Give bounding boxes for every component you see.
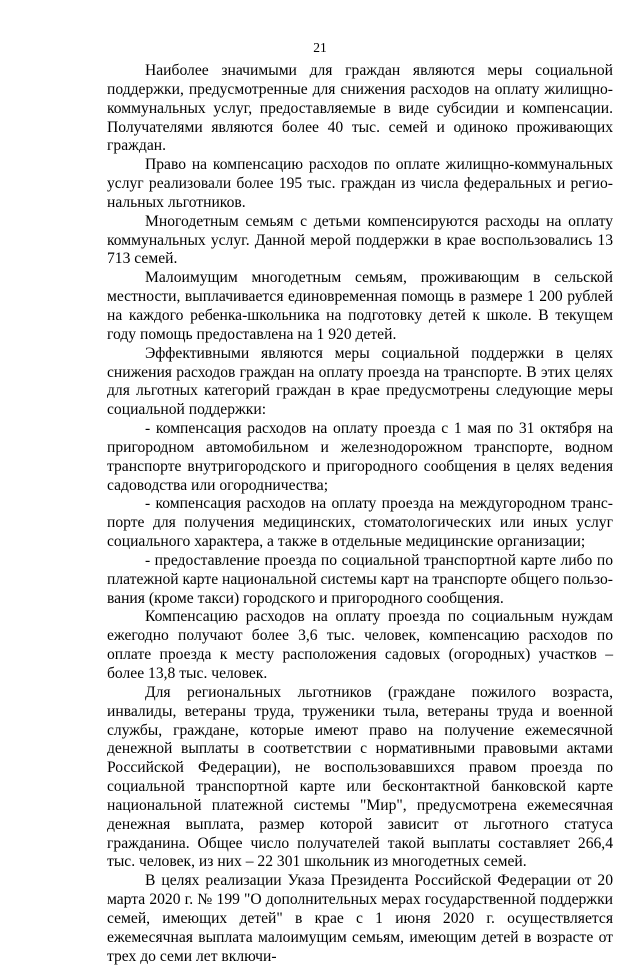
paragraph-utility-compensation: Право на компенсацию расходов по оплате жилищно-коммунальных услуг реализовали более 195 тыс. граждан из числа федеральных и региональных льготников. bbox=[107, 156, 613, 211]
list-item-intercity-transport: - компенсация расходов на оплату проезда на междугородном транспорте для получения медицинских, стоматологических или иных услуг социального характера, а также в отдельные медицинские организации; bbox=[107, 495, 613, 551]
paragraph-housing-support: Наиболее значимыми для граждан являются меры социальной поддержки, предусмотренные для снижения расходов на оплату жилищно-коммунальных услуг, предоставляемые в виде субсидии и компенсации. Получателями являются более 40 тыс. семей и одиноко проживающих граждан. bbox=[107, 62, 613, 155]
paragraph-transport-recipients: Компенсацию расходов на оплату проезда по социальным нуждам ежегодно получают более 3,6 тыс. человек, компенсацию расходов по оплате проезда к месту расположения садовых (огородных) участков – более 13,8 тыс. человек. bbox=[107, 608, 613, 682]
paragraph-transport-support: Эффективными являются меры социальной поддержки в целях снижения расходов граждан на оплату проезда на транспорте. В этих целях для льготных категорий граждан в крае предусмотрены следующие меры социальной поддержки: bbox=[107, 344, 613, 419]
paragraph-school-preparation-aid: Малоимущим многодетным семьям, проживающим в сельской местности, выплачивается единовременная помощь в размере 1 200 рублей на каждого ребенка-школьника на подготовку детей к школе. В текущем году помощь предоставлена на 1 920 детей. bbox=[107, 269, 613, 343]
document-body bbox=[107, 62, 613, 967]
list-item-social-transport-card: - предоставление проезда по социальной транспортной карте либо по платежной карте национальной системы карт на транспорте общего пользования (кроме такси) городского и пригородного сообщения. bbox=[107, 551, 613, 607]
paragraph-regional-beneficiaries: Для региональных льготников (граждане пожилого возраста, инвалиды, ветераны труда, труженики тыла, ветераны труда и военной службы, граждане, которые имеют право на получение ежемесячной денежной выплаты в соответствии с нормативными правовыми актами Российской Федерации), не воспользовавшихся правом проезда по социальной транспортной карте или бесконтактной банковской карте национальной платежной системы "Мир", предусмотрена ежемесячная денежная выплата, размер которой зависит от льготного статуса гражданина. Общее число получателей такой выплаты составляет 266,4 тыс. человек, из них – 22 301 школьник из многодетных семей. bbox=[107, 683, 613, 871]
page-number: 21 bbox=[313, 40, 327, 55]
paragraph-large-families-utilities: Многодетным семьям с детьми компенсируются расходы на оплату коммунальных услуг. Данной мерой поддержки в крае воспользовались 13 713 семей. bbox=[107, 212, 613, 268]
paragraph-presidential-decree: В целях реализации Указа Президента Российской Федерации от 20 марта 2020 г. № 199 "О дополнительных мерах государственной поддержки семей, имеющих детей" в крае с 1 июня 2020 г. осуществляется ежемесячная выплата малоимущим семьям, имеющим детей в возрасте от трех до семи лет включи- bbox=[107, 872, 613, 965]
list-item-suburban-transport: - компенсация расходов на оплату проезда с 1 мая по 31 октября на пригородном автомобильном и железнодорожном транспорте, водном транспорте внутригородского и пригородного сообщения в целях ведения садоводства или огородничества; bbox=[107, 420, 613, 494]
